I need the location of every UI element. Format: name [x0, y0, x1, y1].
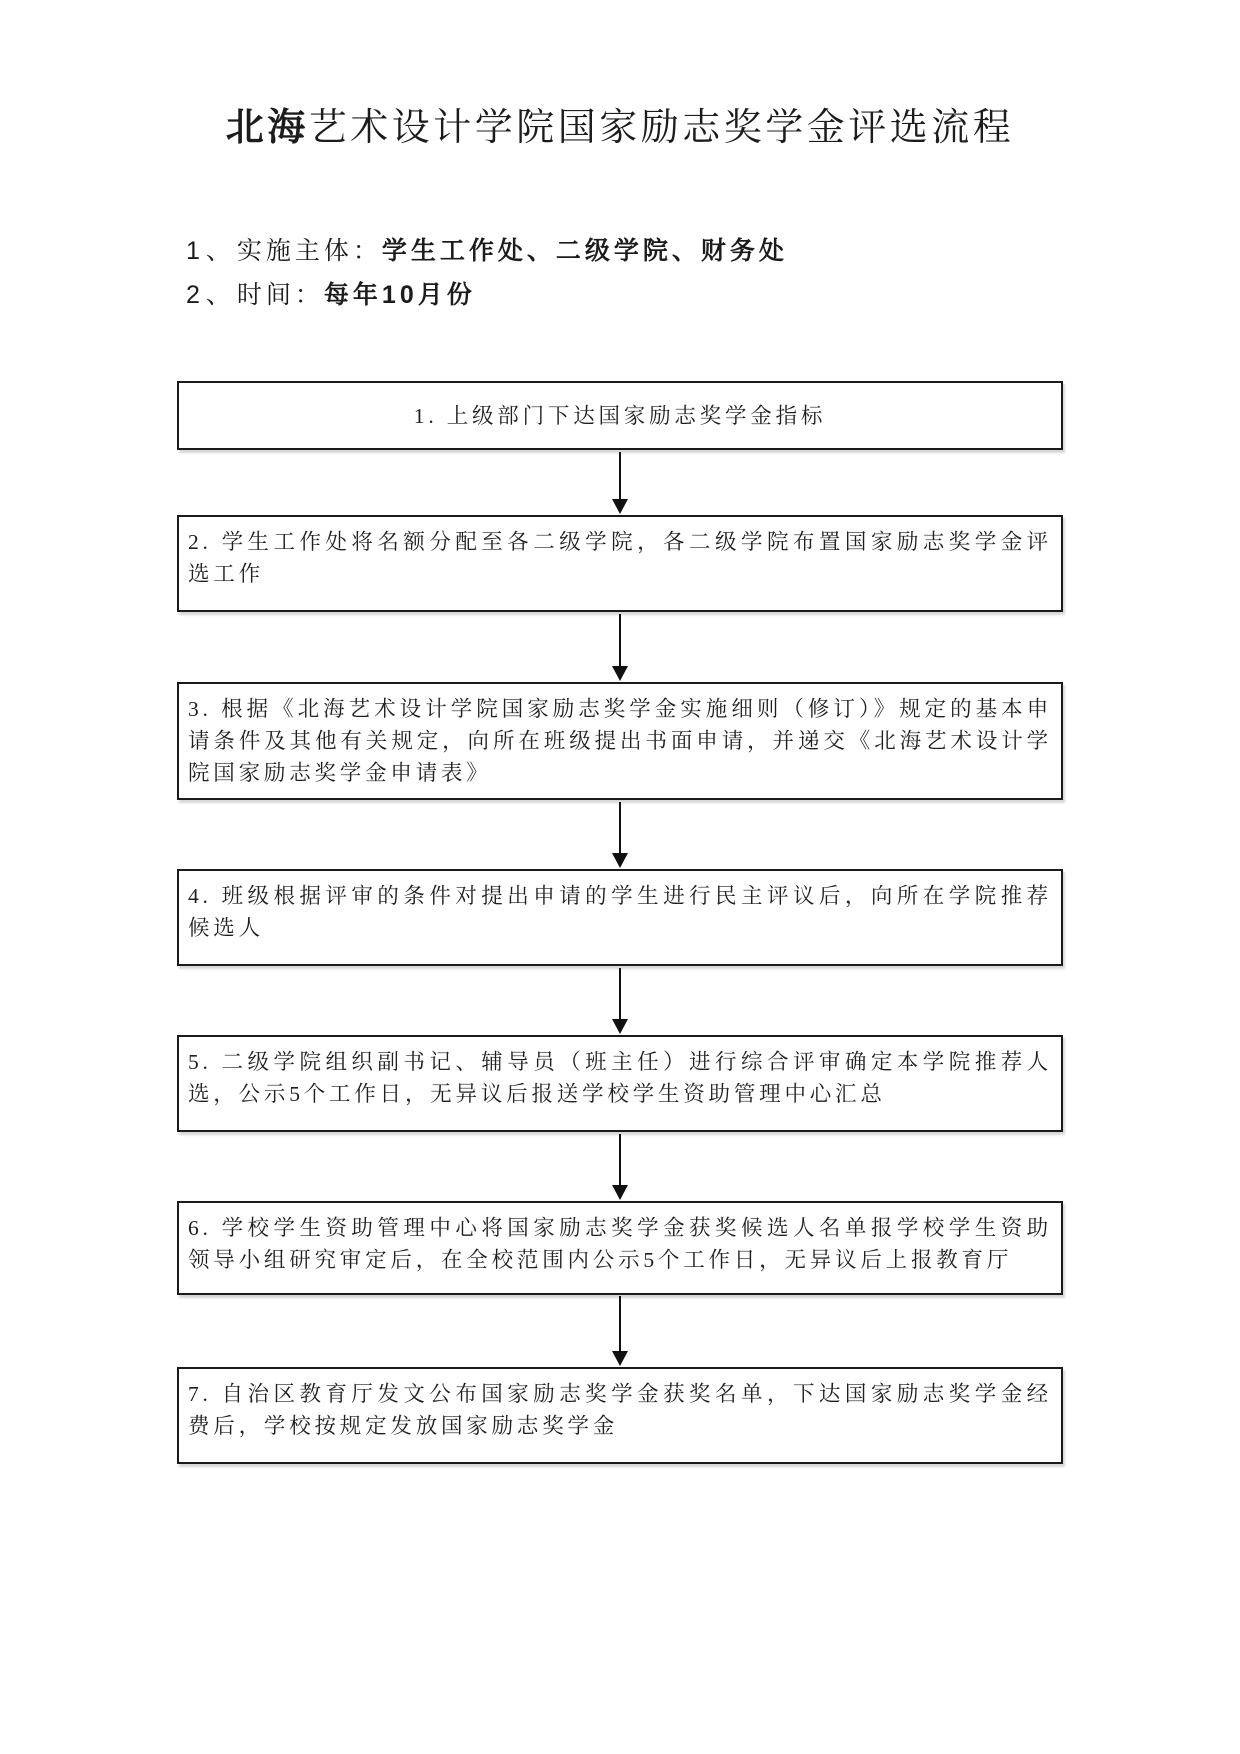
flow-step-2 [177, 515, 1063, 612]
arrow-head-icon [612, 853, 628, 868]
arrow-stem [619, 802, 621, 855]
page-title-bold-part: 北海 [225, 107, 309, 149]
down-arrow [611, 614, 629, 681]
arrow-stem [619, 968, 621, 1021]
flow-step-7 [177, 1367, 1063, 1464]
arrow-head-icon [612, 1019, 628, 1034]
arrow-head-icon [612, 666, 628, 681]
note-implementing-body [186, 236, 788, 266]
arrow-stem [619, 614, 621, 668]
flow-step-6-text: 6. 学校学生资助管理中心将国家励志奖学金获奖候选人名单报学校学生资助领导小组研究审定后，在全校范围内公示5个工作日，无异议后上报教育厅 [188, 1216, 1052, 1272]
note-value: 每年10月份 [323, 281, 476, 309]
flow-step-7-text: 7. 自治区教育厅发文公布国家励志奖学金获奖名单，下达国家励志奖学金经费后，学校按规定发放国家励志奖学金 [188, 1382, 1052, 1438]
arrow-head-icon [612, 499, 628, 514]
flow-step-6 [177, 1201, 1063, 1295]
note-number: 1、 [186, 237, 237, 265]
flow-step-4-text: 4. 班级根据评审的条件对提出申请的学生进行民主评议后，向所在学院推荐候选人 [188, 884, 1052, 940]
arrow-head-icon [612, 1185, 628, 1200]
note-label: 时间： [236, 281, 324, 309]
note-label: 实施主体： [236, 237, 382, 265]
flow-step-1 [177, 381, 1063, 450]
arrow-head-icon [612, 1351, 628, 1366]
flow-step-5 [177, 1035, 1063, 1132]
flow-step-1-text: 1. 上级部门下达国家励志奖学金指标 [413, 403, 827, 428]
flow-step-3 [177, 682, 1063, 800]
note-number: 2、 [186, 281, 237, 309]
arrow-stem [619, 452, 621, 501]
down-arrow [611, 452, 629, 514]
flow-step-5-text: 5. 二级学院组织副书记、辅导员（班主任）进行综合评审确定本学院推荐人选，公示5个工作日，无异议后报送学校学生资助管理中心汇总 [188, 1050, 1052, 1106]
page-title [0, 104, 1240, 152]
notes-list [186, 236, 788, 324]
note-value: 学生工作处、二级学院、财务处 [381, 237, 788, 265]
down-arrow [611, 968, 629, 1034]
flow-step-4 [177, 869, 1063, 966]
flow-step-3-text: 3. 根据《北海艺术设计学院国家励志奖学金实施细则（修订）》规定的基本申请条件及其他有关规定，向所在班级提出书面申请，并递交《北海艺术设计学院国家励志奖学金申请表》 [188, 697, 1052, 785]
down-arrow [611, 1296, 629, 1366]
note-time [186, 280, 788, 310]
down-arrow [611, 802, 629, 868]
page-title-rest: 艺术设计学院国家励志奖学金评选流程 [308, 107, 1015, 149]
flow-step-2-text: 2. 学生工作处将名额分配至各二级学院，各二级学院布置国家励志奖学金评选工作 [188, 530, 1052, 586]
down-arrow [611, 1134, 629, 1200]
arrow-stem [619, 1296, 621, 1353]
arrow-stem [619, 1134, 621, 1187]
